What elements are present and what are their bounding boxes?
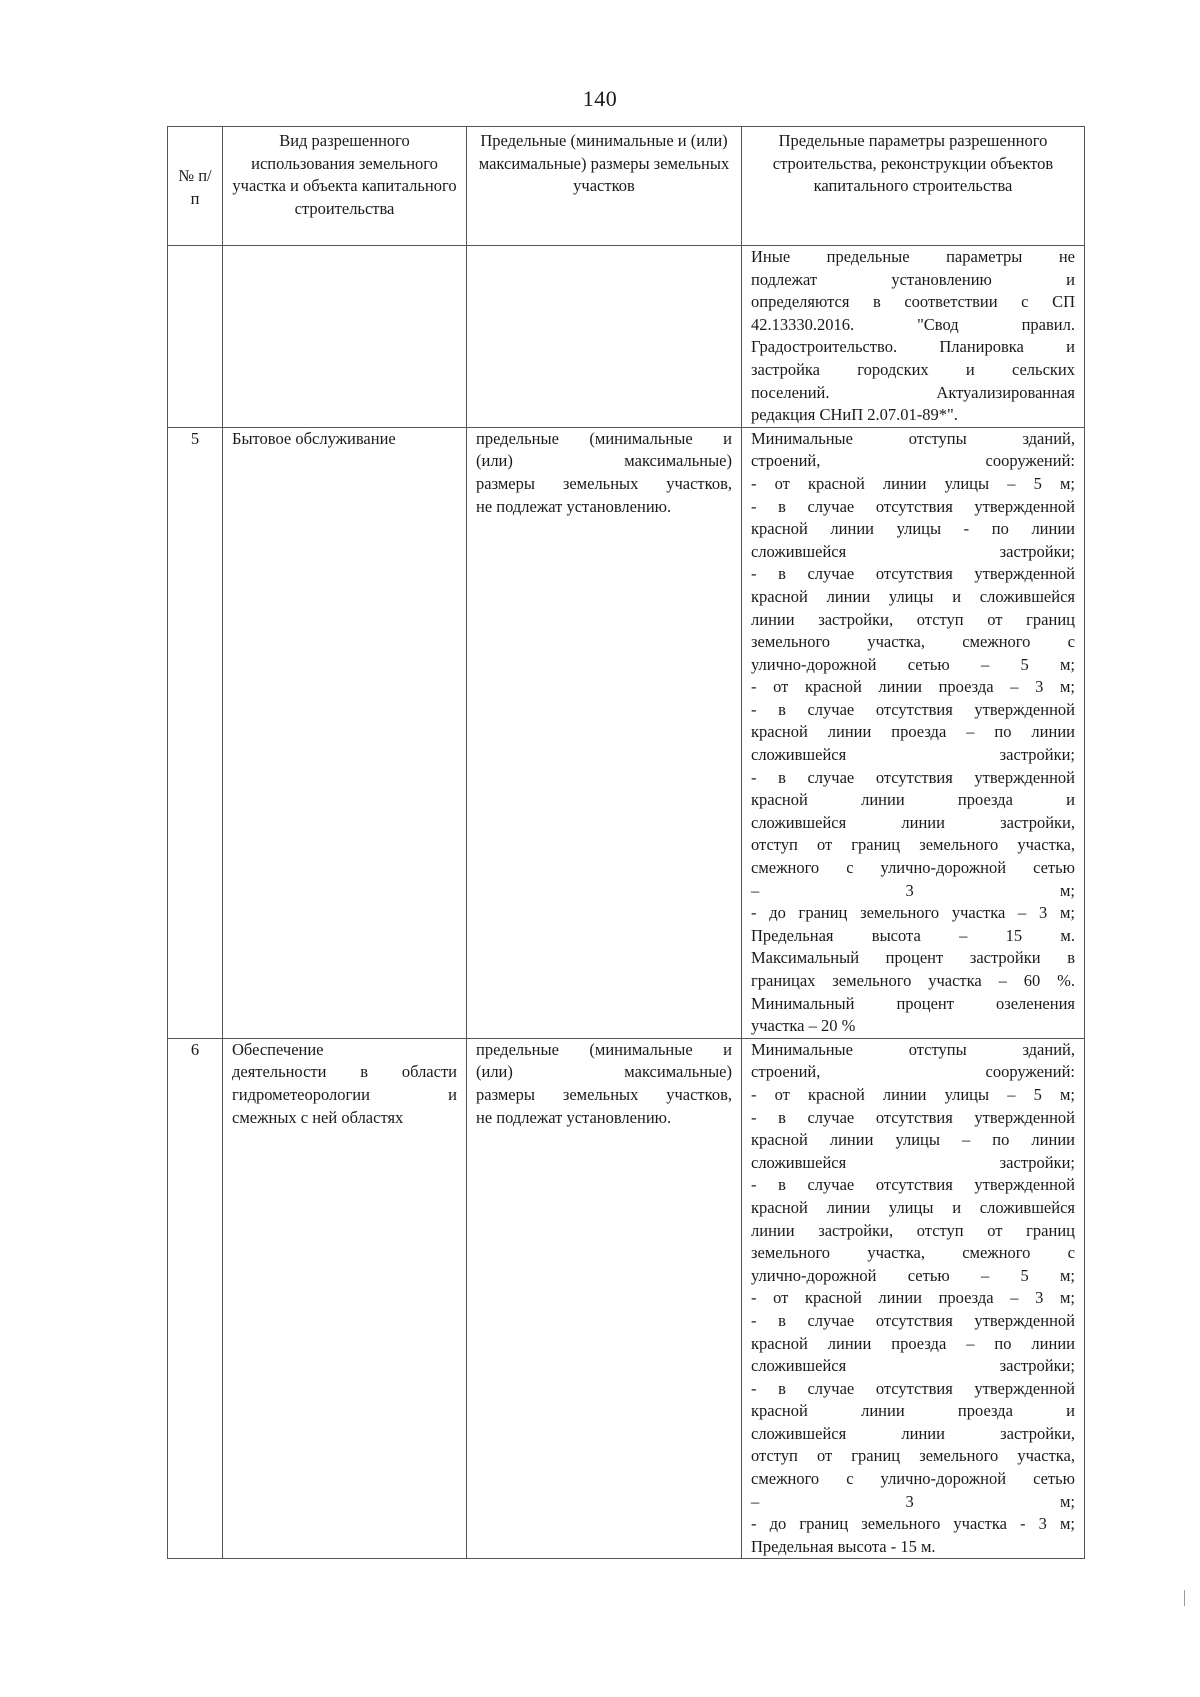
cell-text-line: Минимальные отступы зданий, [751,428,1075,448]
cell-text-line: предельные (минимальные и [476,428,732,448]
cell-text-line: сложившейся застройки; [751,1152,1075,1172]
cell-text-line: Минимальный процент озеленения [751,993,1075,1013]
cell-text-line: (или) максимальные) [476,451,732,471]
cell-text-line: - в случае отсутствия утвержденной [751,496,1075,516]
cell-text-line: линии застройки, отступ от границ [751,1220,1075,1240]
cell-text-line: смежного с улично-дорожной сетью [751,1469,1075,1489]
plot-sizes-cell [467,1038,742,1559]
page-number: 140 [582,86,618,111]
cell-text-line: - в случае отсутствия утвержденной [751,699,1075,719]
row-number-cell: 6 [168,1038,223,1559]
cell-text-line: Иные предельные параметры не [751,247,1075,266]
cell-text-line: Минимальные отступы зданий, [751,1039,1075,1059]
cell-text-line: сложившейся застройки; [751,1356,1075,1376]
cell-text-line: отступ от границ земельного участка, [751,1446,1075,1466]
cell-text-line: Бытовое обслуживание [232,428,396,448]
cell-text-line: гидрометеорологии и [232,1084,457,1104]
cell-text-line: улично-дорожной сетью – 5 м; [751,654,1075,674]
cell-text-line: Градостроительство. Планировка и [751,337,1075,357]
use-type-cell [223,246,467,428]
cell-text-line: смежных с ней областях [232,1107,404,1127]
table-header-row [168,127,1085,246]
cell-text-line: - в случае отсутствия утвержденной [751,1378,1075,1398]
cell-text-line: Предельная высота - 15 м. [751,1536,936,1556]
cell-text-line: строений, сооружений: [751,1062,1075,1082]
cell-text-line: размеры земельных участков, [476,473,732,493]
cell-text-line: красной линии проезда – по линии [751,1333,1075,1353]
cell-text-line: сложившейся застройки; [751,541,1075,561]
plot-sizes-cell [467,246,742,428]
header-use-type: Вид разрешенного использования земельного участка и объекта капитального строительства [223,127,467,246]
table-row [168,427,1085,1038]
cell-text-line: - в случае отсутствия утвержденной [751,564,1075,584]
cell-text-line: - в случае отсутствия утвержденной [751,767,1075,787]
cell-text-line: застройка городских и сельских [751,359,1075,379]
cell-text-line: Предельная высота – 15 м. [751,925,1075,945]
cell-text-line: редакция СНиП 2.07.01-89*". [751,405,958,425]
cell-text-line: участка – 20 % [751,1016,856,1036]
cell-text-line: не подлежат установлению. [476,1107,672,1127]
cell-text-line: - от красной линии проезда – 3 м; [751,677,1075,697]
header-number: № п/п [168,127,223,246]
cell-text-line: строений, сооружений: [751,451,1075,471]
scan-edge-mark [1184,1590,1185,1606]
build-params-cell [742,1038,1085,1559]
build-params-cell [742,246,1085,428]
header-build-params: Предельные параметры разрешенного строительства, реконструкции объектов капитального строительства [742,127,1085,246]
cell-text-line: Обеспечение [232,1039,324,1059]
cell-text-line: красной линии улицы - по линии [751,519,1075,539]
use-type-cell [223,427,467,1038]
cell-text-line: красной линии проезда и [751,790,1075,810]
row-number-cell [168,246,223,428]
cell-text-line: красной линии улицы и сложившейся [751,1197,1075,1217]
cell-text-line: - от красной линии улицы – 5 м; [751,1084,1075,1104]
cell-text-line: - в случае отсутствия утвержденной [751,1175,1075,1195]
header-plot-sizes: Предельные (минимальные и (или) максимальные) размеры земельных участков [467,127,742,246]
cell-text-line: линии застройки, отступ от границ [751,609,1075,629]
table-row [168,246,1085,428]
cell-text-line: красной линии проезда и [751,1401,1075,1421]
cell-text-line: - от красной линии улицы – 5 м; [751,473,1075,493]
table-row [168,1038,1085,1559]
cell-text-line: улично-дорожной сетью – 5 м; [751,1265,1075,1285]
cell-text-line: Максимальный процент застройки в [751,948,1075,968]
cell-text-line: сложившейся линии застройки, [751,812,1075,832]
cell-text-line: - в случае отсутствия утвержденной [751,1107,1075,1127]
cell-text-line: - от красной линии проезда – 3 м; [751,1288,1075,1308]
cell-text-line: определяются в соответствии с СП [751,292,1075,312]
plot-sizes-cell [467,427,742,1038]
cell-text-line: красной линии улицы – по линии [751,1130,1075,1150]
cell-text-line: красной линии улицы и сложившейся [751,586,1075,606]
cell-text-line: – 3 м; [751,880,1075,900]
cell-text-line: деятельности в области [232,1062,457,1082]
cell-text-line: подлежат установлению и [751,269,1075,289]
cell-text-line: сложившейся линии застройки, [751,1423,1075,1443]
cell-text-line: земельного участка, смежного с [751,1243,1075,1263]
regulations-table [167,126,1085,1559]
cell-text-line: не подлежат установлению. [476,496,672,516]
row-number-cell: 5 [168,427,223,1038]
cell-text-line: 42.13330.2016. "Свод правил. [751,314,1075,334]
cell-text-line: отступ от границ земельного участка, [751,835,1075,855]
build-params-cell [742,427,1085,1038]
cell-text-line: предельные (минимальные и [476,1039,732,1059]
cell-text-line: красной линии проезда – по линии [751,722,1075,742]
cell-text-line: границах земельного участка – 60 %. [751,971,1075,990]
cell-text-line: сложившейся застройки; [751,745,1075,765]
cell-text-line: размеры земельных участков, [476,1084,732,1104]
cell-text-line: смежного с улично-дорожной сетью [751,858,1075,878]
use-type-cell [223,1038,467,1559]
cell-text-line: - до границ земельного участка - 3 м; [751,1514,1075,1534]
cell-text-line: - в случае отсутствия утвержденной [751,1310,1075,1330]
cell-text-line: (или) максимальные) [476,1062,732,1082]
cell-text-line: - до границ земельного участка – 3 м; [751,903,1075,923]
cell-text-line: поселений. Актуализированная [751,382,1075,402]
cell-text-line: земельного участка, смежного с [751,632,1075,652]
cell-text-line: – 3 м; [751,1491,1075,1511]
